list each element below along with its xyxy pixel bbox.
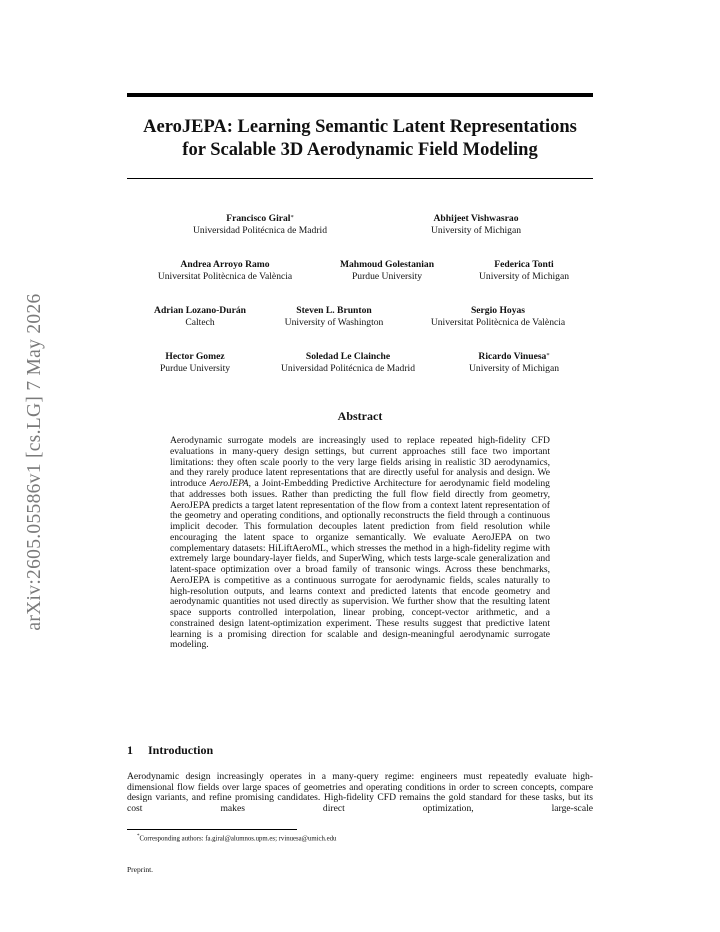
author-name: Hector Gomez [165, 351, 225, 362]
author-block [317, 259, 457, 282]
paper-title [110, 116, 610, 162]
footnote-rule [127, 829, 297, 830]
author-affiliation: University of Michigan [430, 224, 522, 236]
author-affiliation: Universidad Politécnica de Madrid [192, 224, 327, 236]
author-affiliation: Universitat Politècnica de València [430, 316, 566, 328]
author-block [411, 305, 585, 328]
section-number: 1 [127, 743, 133, 757]
section-heading [127, 743, 213, 758]
author-name: Mahmoud Golestanian [339, 259, 435, 270]
preprint-label: Preprint. [127, 865, 154, 874]
abstract-body: Aerodynamic surrogate models are increasingly used to replace repeated high-fidelity CFD evaluations in many-query design settings, but current approaches still face two important limitations: they often scale poorly to the very large fields arising in realistic 3D aerodynamics, and they rarely produce latent representations that are directly useful for analysis and design. We introduce AeroJEPA, a Joint-Embedding Predictive Architecture for aerodynamic field modeling that addresses both issues. Rather than predicting the full flow field directly from geometry, AeroJEPA predicts a target latent representation of the flow from a context latent representation of the geometry and operating conditions, and optionally reconstructs the field through a continuous implicit decoder. This formulation decouples latent prediction from field resolution while encouraging the latent space to organize semantically. We evaluate AeroJEPA on two complementary datasets: HiLiftAeroML, which stresses the method in a high-fidelity regime with extremely large boundary-layer fields, and SuperWing, which tests large-scale generalization and latent-space optimization over a broad family of transonic wings. Across these benchmarks, AeroJEPA is competitive as a continuous surrogate for aerodynamic fields, scales naturally to high-resolution outputs, and learns context and predicted latents that encode geometry and aerodynamic quantities not used directly as supervision. We further show that the resulting latent space supports controlled interpolation, linear probing, concept-vector arithmetic, and a constrained design latent-optimization experiment. These results suggest that predictive latent learning is a promising direction for scalable and design-meaningful aerodynamic surrogate modeling. [170, 435, 550, 651]
author-affiliation: University of Washington [284, 316, 384, 328]
author-name: Abhijeet Vishwasrao [433, 213, 519, 224]
author-affiliation: Universitat Politècnica de València [157, 270, 293, 282]
arxiv-identifier: arXiv:2605.05586v1 [cs.LG] 7 May 2026 [24, 293, 45, 631]
author-block [140, 351, 250, 374]
author-affiliation: Purdue University [159, 362, 231, 374]
section-title: Introduction [148, 743, 214, 757]
author-block [386, 213, 566, 236]
title-line-2: for Scalable 3D Aerodynamic Field Modeling [182, 140, 538, 160]
author-block [130, 259, 320, 282]
author-block [452, 351, 576, 374]
author-block [269, 305, 399, 328]
title-bottom-rule [127, 178, 593, 179]
abstract-heading: Abstract [337, 409, 383, 423]
author-name: Federica Tonti [494, 259, 554, 270]
author-name: Adrian Lozano-Durán [154, 305, 246, 316]
author-name: Sergio Hoyas [470, 305, 526, 316]
intro-paragraph: Aerodynamic design increasingly operates in a many-query regime: engineers must repeatedly evaluate high-dimensional flow fields over large spaces of geometries and operating conditions in order to screen concepts, compare design variants, and refine promising candidates. High-fidelity CFD remains the gold standard for these tasks, but its cost makes direct optimization, large-scale [127, 771, 593, 815]
author-name: Soledad Le Clainche [305, 351, 391, 362]
footnote: *Corresponding authors: fa.giral@alumnos.upm.es; rvinuesa@umich.edu [137, 834, 337, 843]
author-affiliation: Universidad Politécnica de Madrid [280, 362, 415, 374]
author-name: Ricardo Vinuesa* [478, 351, 550, 362]
author-affiliation: University of Michigan [468, 362, 560, 374]
author-affiliation: Caltech [185, 316, 215, 328]
abstract-emphasis: AeroJEPA [209, 478, 249, 489]
author-name: Andrea Arroyo Ramo [180, 259, 270, 270]
author-affiliation: Purdue University [351, 270, 423, 282]
author-affiliation: University of Michigan [478, 270, 570, 282]
title-line-1: AeroJEPA: Learning Semantic Latent Representations [143, 117, 577, 137]
title-top-rule [127, 93, 593, 97]
author-name: Steven L. Brunton [296, 305, 372, 316]
author-block [135, 305, 265, 328]
author-block [160, 213, 360, 236]
author-block [456, 259, 592, 282]
author-block [262, 351, 434, 374]
author-name: Francisco Giral* [226, 213, 294, 224]
footnote-mark: * [137, 834, 140, 839]
